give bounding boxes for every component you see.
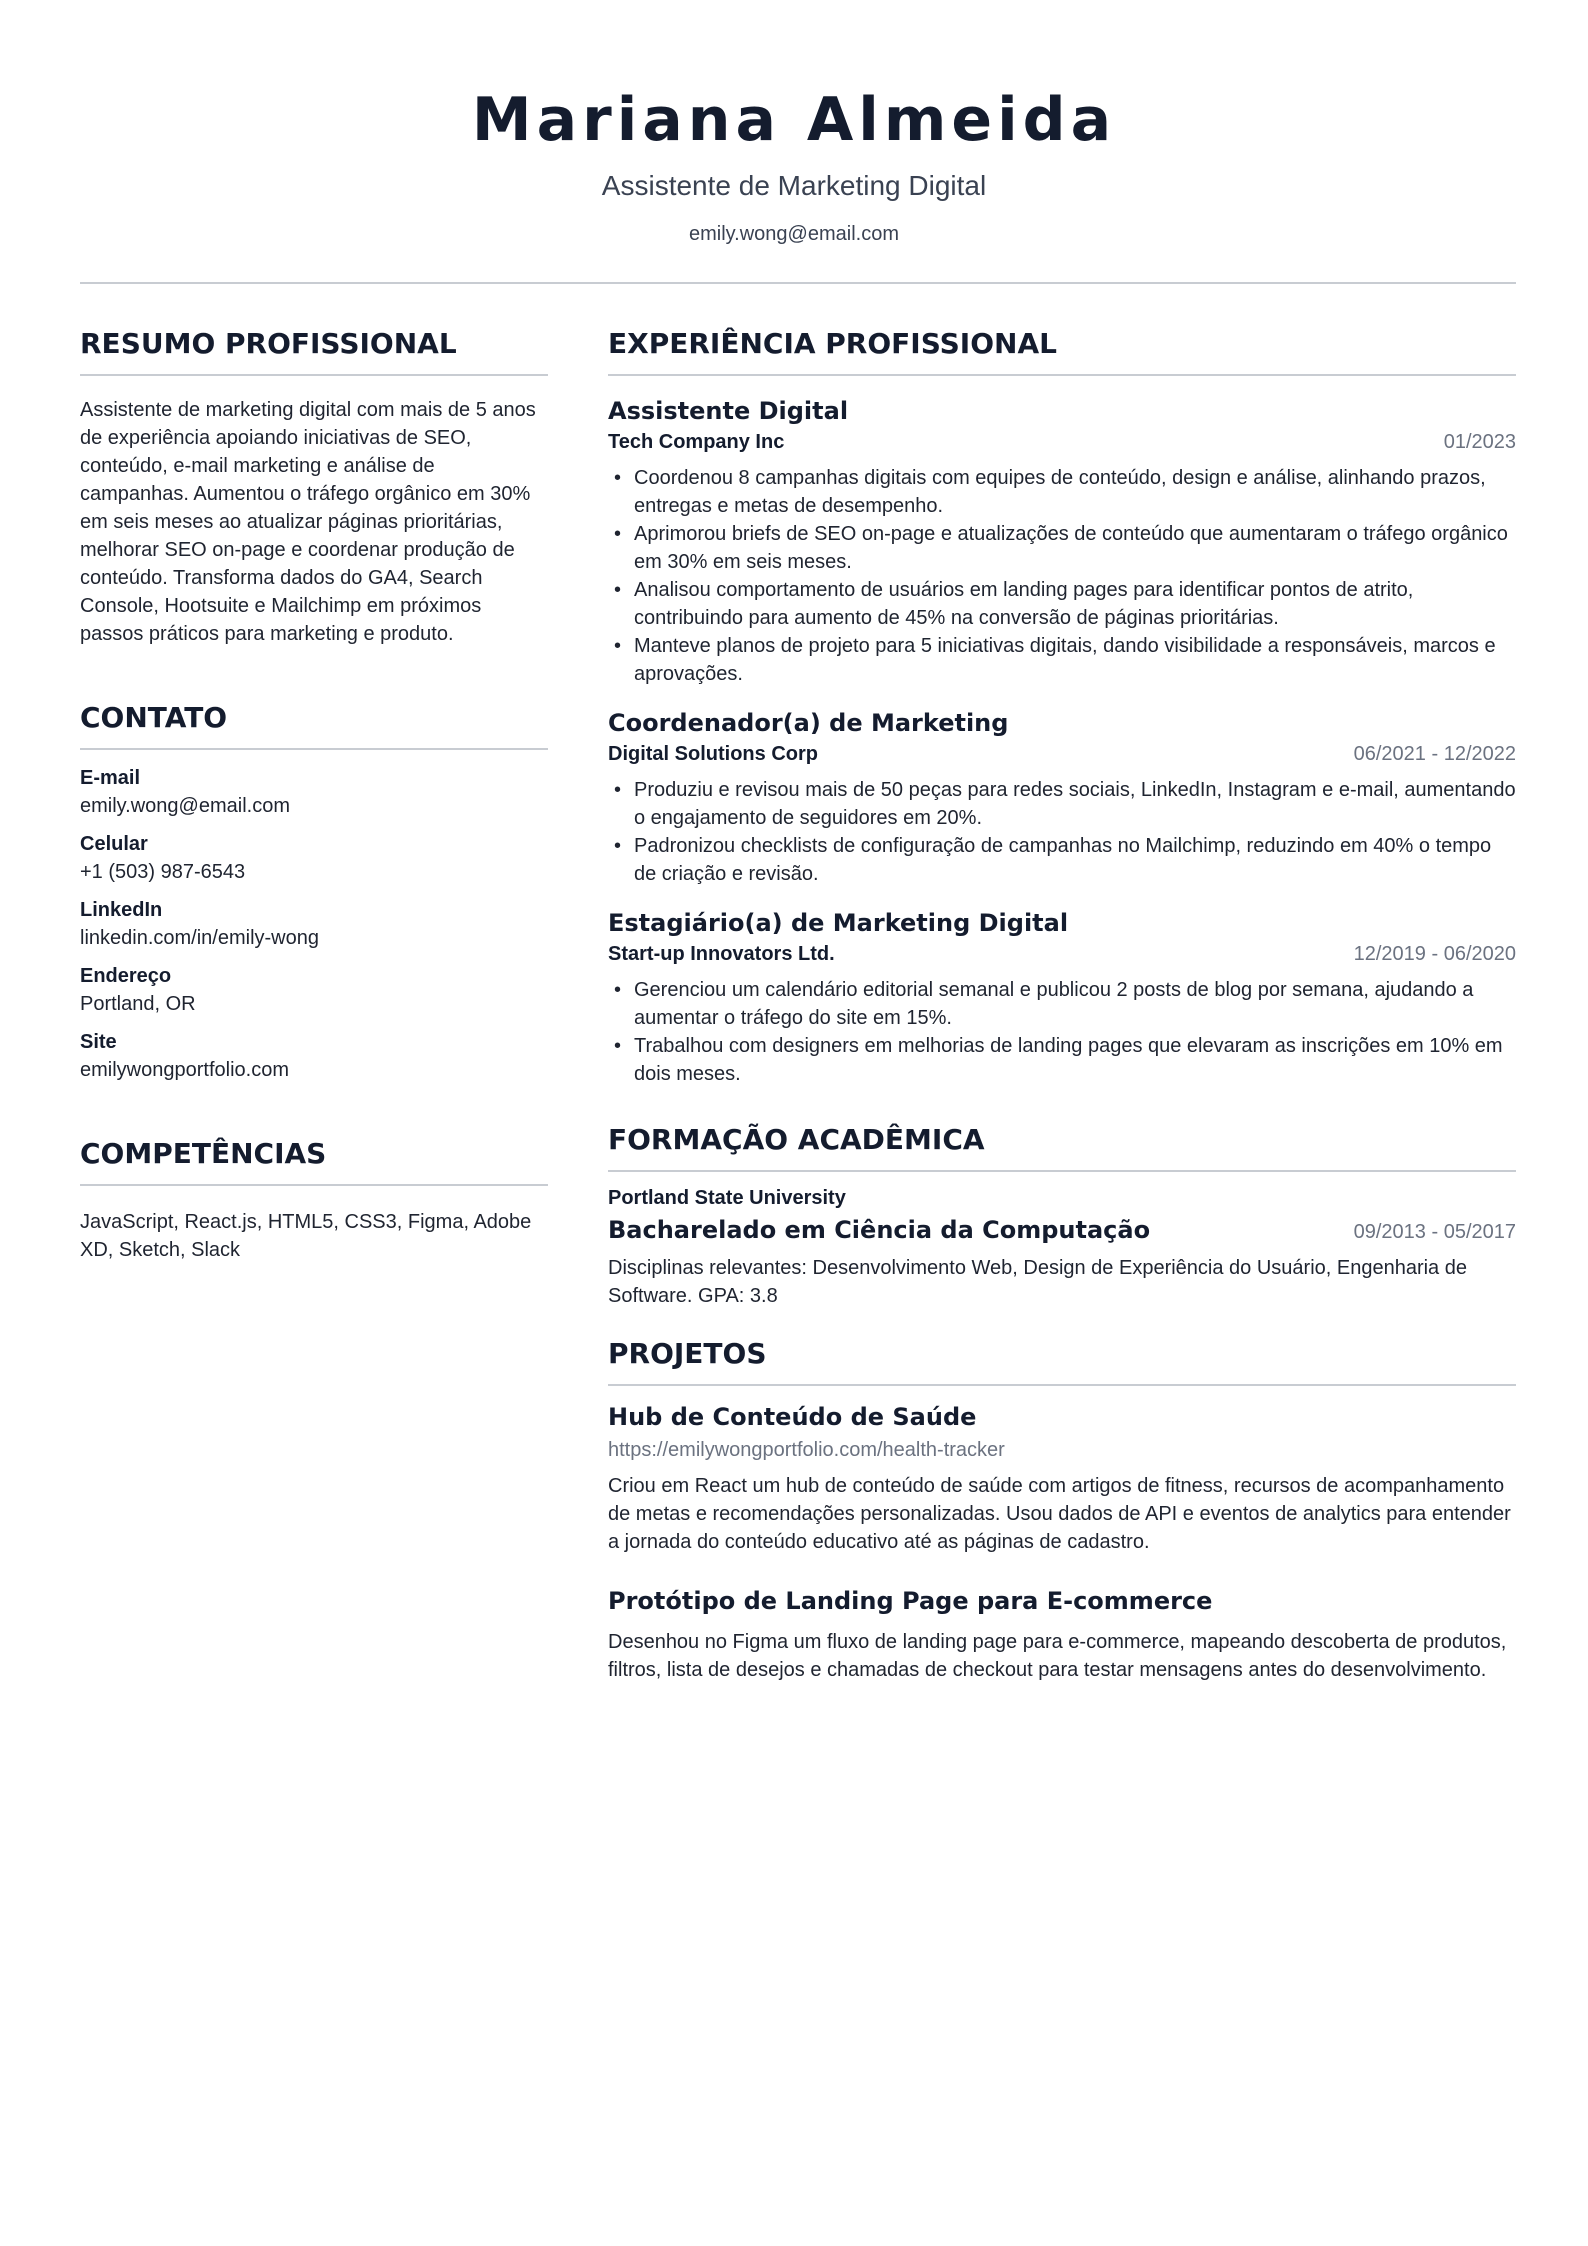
contact-email-value[interactable]: emily.wong@email.com — [80, 795, 290, 817]
experience-section — [608, 322, 1516, 1088]
contact-item-site — [80, 1028, 548, 1084]
projects-section — [608, 1332, 1516, 1684]
education-dates: 09/2013 - 05/2017 — [1353, 1221, 1516, 1243]
project-description: Desenhou no Figma um fluxo de landing page para e-commerce, mapeando descoberta de produtos, filtros, lista de desejos e chamadas de checkout para testar mensagens antes do desenvolvimento. — [608, 1631, 1507, 1681]
job-bullets — [608, 976, 1516, 1088]
job-bullet: • Trabalhou com designers em melhorias de landing pages que elevaram as inscrições em 10% em dois meses. — [608, 1032, 1516, 1088]
job-bullet: • Manteve planos de projeto para 5 iniciativas digitais, dando visibilidade a responsáveis, marcos e aprovações. — [608, 632, 1516, 688]
project-url[interactable]: https://emilywongportfolio.com/health-tracker — [608, 1439, 1005, 1461]
education-section — [608, 1118, 1516, 1310]
education-degree: Bacharelado em Ciência da Computação — [608, 1216, 1151, 1244]
project-description: Criou em React um hub de conteúdo de saúde com artigos de fitness, recursos de acompanhamento de metas e recomendações personalizadas. Usou dados de API e eventos de analytics para entender a jornada do conteúdo educativo até as páginas de cadastro. — [608, 1475, 1511, 1553]
project-title: Hub de Conteúdo de Saúde — [608, 1403, 977, 1431]
project-title: Protótipo de Landing Page para E-commerce — [608, 1587, 1213, 1615]
contact-linkedin-value[interactable]: linkedin.com/in/emily-wong — [80, 927, 319, 949]
contact-label: Celular — [80, 833, 148, 855]
contact-label: E-mail — [80, 767, 141, 789]
job-entry — [608, 906, 1516, 1088]
resume-header — [0, 80, 1588, 248]
skills-section — [80, 1132, 548, 1264]
contact-phone-value: +1 (503) 987-6543 — [80, 861, 246, 883]
contact-item-linkedin — [80, 896, 548, 952]
job-company: Digital Solutions Corp — [608, 743, 818, 765]
job-bullet: • Aprimorou briefs de SEO on-page e atualizações de conteúdo que aumentaram o tráfego orgânico em 30% em seis meses. — [608, 520, 1516, 576]
job-entry — [608, 706, 1516, 888]
job-bullet: • Produziu e revisou mais de 50 peças para redes sociais, LinkedIn, Instagram e e-mail, aumentando o engajamento de seguidores em 20%. — [608, 776, 1516, 832]
job-bullets — [608, 776, 1516, 888]
contact-item-address — [80, 962, 548, 1018]
job-bullet: • Coordenou 8 campanhas digitais com equipes de conteúdo, design e análise, alinhando prazos, entregas e metas de desempenho. — [608, 464, 1516, 520]
education-heading: FORMAÇÃO ACADÊMICA — [608, 1118, 1516, 1172]
left-column — [80, 322, 548, 1264]
job-bullet: • Analisou comportamento de usuários em landing pages para identificar pontos de atrito, contribuindo para aumento de 45% na conversão de páginas prioritárias. — [608, 576, 1516, 632]
education-school: Portland State University — [608, 1187, 846, 1209]
header-divider — [80, 282, 1516, 284]
summary-text: Assistente de marketing digital com mais de 5 anos de experiência apoiando iniciativas de SEO, conteúdo, e-mail marketing e análise de campanhas. Aumentou o tráfego orgânico em 30% em seis meses ao atualizar páginas prioritárias, melhorar SEO on-page e coordenar produção de conteúdo. Transforma dados do GA4, Search Console, Hootsuite e Mailchimp em próximos passos práticos para marketing e produto. — [80, 399, 536, 645]
contact-item-email — [80, 764, 548, 820]
education-meta — [608, 1212, 1516, 1248]
job-title: Assistente Digital — [608, 397, 849, 425]
header-email: emily.wong@email.com — [689, 223, 899, 245]
contact-item-phone — [80, 830, 548, 886]
job-dates: 06/2021 - 12/2022 — [1353, 743, 1516, 765]
project-entry — [608, 1584, 1516, 1684]
contact-heading: CONTATO — [80, 696, 548, 750]
contact-label: Endereço — [80, 965, 172, 987]
job-meta — [608, 740, 1516, 768]
contact-label: LinkedIn — [80, 899, 163, 921]
job-entry — [608, 394, 1516, 688]
contact-list — [80, 764, 548, 1084]
contact-label: Site — [80, 1031, 117, 1053]
job-title: Coordenador(a) de Marketing — [608, 709, 1009, 737]
job-bullets — [608, 464, 1516, 688]
job-meta — [608, 428, 1516, 456]
job-meta — [608, 940, 1516, 968]
contact-site-value[interactable]: emilywongportfolio.com — [80, 1059, 289, 1081]
contact-section — [80, 696, 548, 1084]
job-company: Tech Company Inc — [608, 431, 785, 453]
skills-text: JavaScript, React.js, HTML5, CSS3, Figma, Adobe XD, Sketch, Slack — [80, 1211, 532, 1261]
job-bullet: • Gerenciou um calendário editorial semanal e publicou 2 posts de blog por semana, ajudando a aumentar o tráfego do site em 15%. — [608, 976, 1516, 1032]
contact-address-value: Portland, OR — [80, 993, 196, 1015]
candidate-name: Mariana Almeida — [471, 85, 1117, 155]
projects-heading: PROJETOS — [608, 1332, 1516, 1386]
education-description: Disciplinas relevantes: Desenvolvimento Web, Design de Experiência do Usuário, Engenharia de Software. GPA: 3.8 — [608, 1257, 1467, 1307]
job-title: Estagiário(a) de Marketing Digital — [608, 909, 1069, 937]
job-dates: 01/2023 — [1443, 431, 1516, 453]
job-company: Start-up Innovators Ltd. — [608, 943, 835, 965]
job-bullet: • Padronizou checklists de configuração de campanhas no Mailchimp, reduzindo em 40% o tempo de criação e revisão. — [608, 832, 1516, 888]
job-dates: 12/2019 - 06/2020 — [1353, 943, 1516, 965]
summary-section — [80, 322, 548, 648]
candidate-title: Assistente de Marketing Digital — [601, 170, 987, 201]
right-column — [608, 322, 1516, 1684]
summary-heading: RESUMO PROFISSIONAL — [80, 322, 548, 376]
skills-heading: COMPETÊNCIAS — [80, 1132, 548, 1186]
project-entry — [608, 1400, 1516, 1556]
experience-heading: EXPERIÊNCIA PROFISSIONAL — [608, 322, 1516, 376]
